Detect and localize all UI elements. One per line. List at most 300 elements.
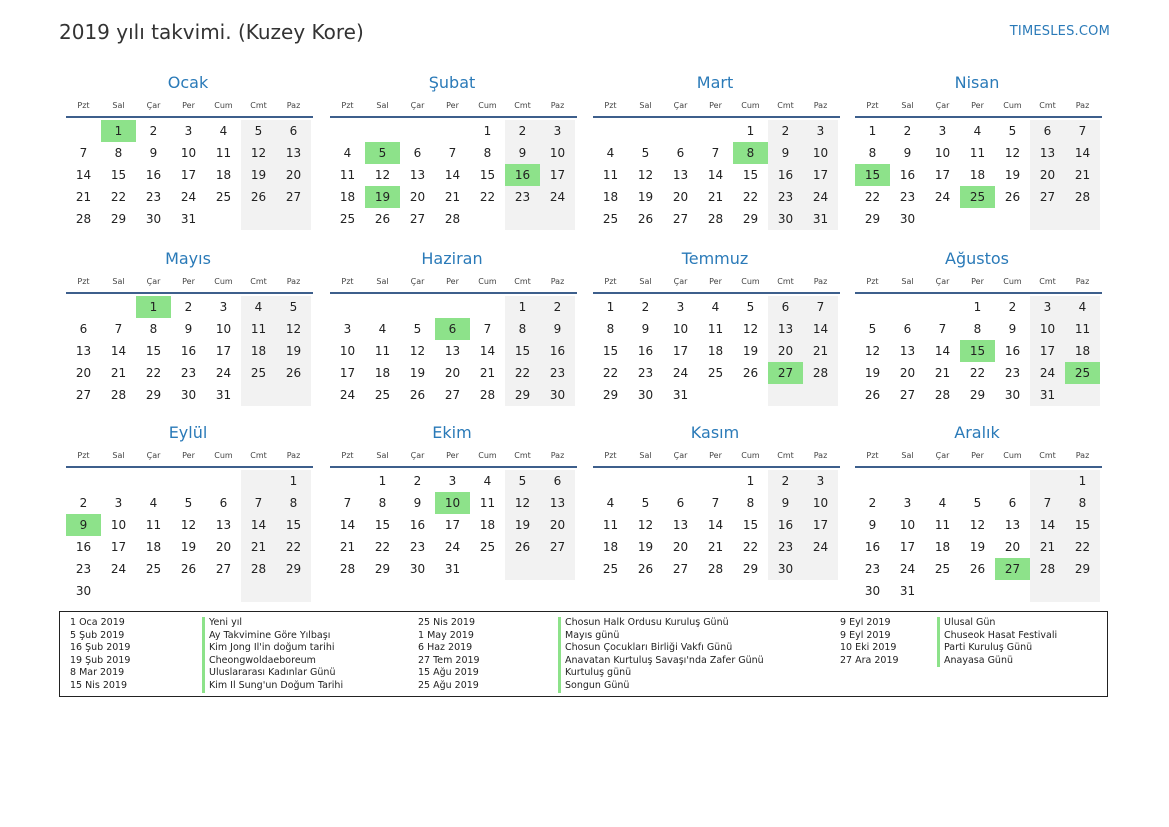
weekday-label: Per bbox=[446, 101, 459, 110]
weekday-label: Cmt bbox=[777, 277, 794, 286]
holiday-dates-col-1 bbox=[70, 617, 130, 693]
weekday-label: Pzt bbox=[866, 101, 879, 110]
day-cell: 5 bbox=[276, 296, 311, 318]
weekday-label: Paz bbox=[813, 277, 828, 286]
day-cell: 6 bbox=[413, 146, 422, 160]
holiday-date: 27 Tem 2019 bbox=[418, 654, 480, 666]
holiday-name: Chosun Çocukları Birliği Vakfı Günü bbox=[565, 642, 733, 654]
day-cell: 7 bbox=[938, 322, 947, 336]
weekday-label: Çar bbox=[410, 101, 425, 110]
weekday-label: Sal bbox=[901, 451, 914, 460]
day-cell: 9 bbox=[413, 496, 422, 510]
weekday-label: Paz bbox=[1075, 277, 1090, 286]
weekday-label: Cum bbox=[214, 101, 233, 110]
holiday-name: Chuseok Hasat Festivali bbox=[944, 629, 1058, 641]
day-cell: 20 bbox=[672, 190, 689, 204]
day-cell: 12 bbox=[409, 344, 426, 358]
weekday-label: Pzt bbox=[341, 101, 354, 110]
day-cell: 13 bbox=[899, 344, 916, 358]
day-cell: 29 bbox=[742, 212, 759, 226]
day-cell: 1 bbox=[276, 470, 311, 492]
weekday-label: Cmt bbox=[514, 451, 531, 460]
empty-cell bbox=[768, 384, 803, 406]
empty-cell bbox=[330, 120, 365, 142]
day-cell: 4 bbox=[973, 124, 982, 138]
day-cell: 5 bbox=[365, 142, 400, 164]
holiday-name: Songun Günü bbox=[565, 679, 630, 691]
day-cell: 7 bbox=[79, 146, 88, 160]
month-name: Aralık bbox=[954, 423, 1000, 442]
day-cell: 18 bbox=[145, 540, 162, 554]
holiday-list bbox=[59, 611, 1108, 697]
day-cell: 22 bbox=[110, 190, 127, 204]
day-cell: 2 bbox=[1008, 300, 1017, 314]
empty-cell bbox=[960, 470, 995, 492]
weekday-label: Cmt bbox=[250, 101, 267, 110]
day-cell: 26 bbox=[1004, 190, 1021, 204]
day-cell: 19 bbox=[409, 366, 426, 380]
day-cell: 10 bbox=[339, 344, 356, 358]
empty-cell bbox=[803, 558, 838, 580]
day-cell: 10 bbox=[934, 146, 951, 160]
weekday-label: Per bbox=[709, 277, 722, 286]
day-cell: 10 bbox=[672, 322, 689, 336]
holiday-name: Chosun Halk Ordusu Kuruluş Günü bbox=[565, 617, 729, 628]
day-cell: 18 bbox=[215, 168, 232, 182]
empty-cell bbox=[470, 208, 505, 230]
weekday-label: Paz bbox=[550, 101, 565, 110]
month-5 bbox=[66, 248, 313, 406]
weekday-label: Cum bbox=[214, 451, 233, 460]
day-cell: 13 bbox=[215, 518, 232, 532]
day-cell: 5 bbox=[505, 470, 540, 492]
day-grid bbox=[66, 296, 313, 406]
day-cell: 29 bbox=[276, 558, 311, 580]
day-cell: 29 bbox=[505, 384, 540, 406]
day-cell: 14 bbox=[479, 344, 496, 358]
weekday-label: Sal bbox=[901, 101, 914, 110]
day-cell: 1 bbox=[1065, 470, 1100, 492]
day-cell: 17 bbox=[180, 168, 197, 182]
empty-cell bbox=[960, 208, 995, 230]
day-cell: 10 bbox=[803, 142, 838, 164]
day-grid bbox=[66, 470, 313, 602]
day-cell: 8 bbox=[505, 318, 540, 340]
weekday-header bbox=[330, 274, 577, 294]
day-cell: 7 bbox=[343, 496, 352, 510]
empty-cell bbox=[435, 296, 470, 318]
day-cell: 20 bbox=[1030, 164, 1065, 186]
day-cell: 3 bbox=[219, 300, 228, 314]
day-cell: 3 bbox=[114, 496, 123, 510]
day-cell: 20 bbox=[1004, 540, 1021, 554]
empty-cell bbox=[470, 296, 505, 318]
day-cell: 7 bbox=[1030, 492, 1065, 514]
day-cell: 12 bbox=[1004, 146, 1021, 160]
holiday-dates-col-3 bbox=[840, 617, 899, 667]
holiday-name: Kim Il Sung'un Doğum Tarihi bbox=[209, 679, 344, 691]
day-cell: 23 bbox=[637, 366, 654, 380]
day-cell: 31 bbox=[899, 584, 916, 598]
day-cell: 28 bbox=[444, 212, 461, 226]
day-cell: 20 bbox=[444, 366, 461, 380]
day-cell: 28 bbox=[75, 212, 92, 226]
day-cell: 28 bbox=[934, 388, 951, 402]
empty-cell bbox=[995, 208, 1030, 230]
day-cell: 2 bbox=[903, 124, 912, 138]
day-cell: 16 bbox=[864, 540, 881, 554]
empty-cell bbox=[1065, 208, 1100, 230]
day-cell: 16 bbox=[637, 344, 654, 358]
day-cell: 21 bbox=[75, 190, 92, 204]
day-cell: 11 bbox=[479, 496, 496, 510]
day-cell: 28 bbox=[803, 362, 838, 384]
day-cell: 27 bbox=[995, 558, 1030, 580]
day-cell: 13 bbox=[409, 168, 426, 182]
day-cell: 10 bbox=[899, 518, 916, 532]
empty-cell bbox=[101, 296, 136, 318]
weekday-label: Cmt bbox=[514, 101, 531, 110]
day-cell: 13 bbox=[672, 168, 689, 182]
holiday-date: 16 Şub 2019 bbox=[70, 642, 131, 654]
month-11 bbox=[593, 422, 840, 580]
day-cell: 6 bbox=[903, 322, 912, 336]
day-cell: 30 bbox=[899, 212, 916, 226]
day-cell: 27 bbox=[1030, 186, 1065, 208]
day-cell: 2 bbox=[413, 474, 422, 488]
weekday-header bbox=[855, 274, 1102, 294]
day-cell: 11 bbox=[339, 168, 356, 182]
weekday-label: Cmt bbox=[1039, 451, 1056, 460]
empty-cell bbox=[206, 208, 241, 230]
day-cell: 22 bbox=[602, 366, 619, 380]
holiday-name: Anayasa Günü bbox=[944, 654, 1014, 666]
empty-cell bbox=[276, 384, 311, 406]
day-cell: 23 bbox=[145, 190, 162, 204]
day-cell: 2 bbox=[79, 496, 88, 510]
weekday-label: Paz bbox=[813, 101, 828, 110]
day-cell: 29 bbox=[602, 388, 619, 402]
empty-cell bbox=[698, 120, 733, 142]
day-cell: 28 bbox=[241, 558, 276, 580]
day-cell: 11 bbox=[934, 518, 951, 532]
weekday-label: Per bbox=[446, 451, 459, 460]
empty-cell bbox=[925, 470, 960, 492]
day-cell: 19 bbox=[864, 366, 881, 380]
day-grid bbox=[330, 296, 577, 406]
day-cell: 22 bbox=[864, 190, 881, 204]
day-cell: 5 bbox=[1008, 124, 1017, 138]
holiday-name: Ulusal Gün bbox=[944, 617, 996, 628]
day-cell: 9 bbox=[505, 142, 540, 164]
day-cell: 22 bbox=[145, 366, 162, 380]
weekday-label: Sal bbox=[376, 451, 389, 460]
month-7 bbox=[593, 248, 840, 406]
month-8 bbox=[855, 248, 1102, 406]
weekday-label: Cmt bbox=[1039, 277, 1056, 286]
holiday-dates-col-2 bbox=[418, 617, 480, 693]
day-cell: 15 bbox=[602, 344, 619, 358]
day-cell: 24 bbox=[803, 186, 838, 208]
site-link[interactable]: TIMESLES.COM bbox=[1009, 24, 1110, 39]
day-cell: 5 bbox=[973, 496, 982, 510]
empty-cell bbox=[663, 120, 698, 142]
empty-cell bbox=[206, 580, 241, 602]
day-cell: 17 bbox=[899, 540, 916, 554]
empty-cell bbox=[855, 470, 890, 492]
day-cell: 24 bbox=[110, 562, 127, 576]
day-cell: 4 bbox=[219, 124, 228, 138]
day-cell: 21 bbox=[707, 190, 724, 204]
day-cell: 6 bbox=[1030, 120, 1065, 142]
holiday-date: 9 Eyl 2019 bbox=[840, 629, 891, 641]
day-cell: 8 bbox=[276, 492, 311, 514]
day-cell: 29 bbox=[145, 388, 162, 402]
day-cell: 5 bbox=[641, 146, 650, 160]
day-cell: 13 bbox=[1004, 518, 1021, 532]
day-cell: 24 bbox=[540, 186, 575, 208]
day-cell: 20 bbox=[75, 366, 92, 380]
day-cell: 11 bbox=[602, 518, 619, 532]
weekday-label: Pzt bbox=[77, 101, 90, 110]
weekday-label: Pzt bbox=[341, 277, 354, 286]
day-cell: 18 bbox=[1065, 340, 1100, 362]
day-cell: 29 bbox=[742, 562, 759, 576]
day-cell: 9 bbox=[768, 492, 803, 514]
weekday-label: Sal bbox=[639, 101, 652, 110]
holiday-names-col-1 bbox=[202, 617, 343, 693]
day-cell: 13 bbox=[75, 344, 92, 358]
day-cell: 21 bbox=[803, 340, 838, 362]
weekday-label: Pzt bbox=[77, 277, 90, 286]
day-cell: 3 bbox=[903, 496, 912, 510]
empty-cell bbox=[505, 208, 540, 230]
day-cell: 4 bbox=[483, 474, 492, 488]
month-10 bbox=[330, 422, 577, 580]
day-cell: 2 bbox=[868, 496, 877, 510]
day-cell: 28 bbox=[1030, 558, 1065, 580]
day-cell: 27 bbox=[540, 536, 575, 558]
weekday-label: Cum bbox=[478, 451, 497, 460]
day-cell: 21 bbox=[479, 366, 496, 380]
day-cell: 27 bbox=[768, 362, 803, 384]
day-cell: 16 bbox=[899, 168, 916, 182]
day-cell: 10 bbox=[180, 146, 197, 160]
day-cell: 10 bbox=[540, 142, 575, 164]
holiday-names-col-3 bbox=[937, 617, 1057, 667]
day-cell: 6 bbox=[1008, 496, 1017, 510]
day-cell: 7 bbox=[448, 146, 457, 160]
day-cell: 30 bbox=[768, 558, 803, 580]
day-cell: 7 bbox=[711, 146, 720, 160]
weekday-label: Çar bbox=[673, 277, 688, 286]
weekday-label: Sal bbox=[112, 101, 125, 110]
day-cell: 21 bbox=[1030, 536, 1065, 558]
day-grid bbox=[855, 470, 1102, 602]
day-cell: 21 bbox=[110, 366, 127, 380]
holiday-date: 25 Ağu 2019 bbox=[418, 679, 479, 691]
day-cell: 25 bbox=[241, 362, 276, 384]
day-cell: 3 bbox=[1030, 296, 1065, 318]
weekday-header bbox=[593, 274, 840, 294]
day-cell: 24 bbox=[672, 366, 689, 380]
empty-cell bbox=[66, 120, 101, 142]
empty-cell bbox=[663, 470, 698, 492]
month-name: Mayıs bbox=[165, 249, 211, 268]
weekday-label: Pzt bbox=[604, 451, 617, 460]
day-cell: 16 bbox=[768, 164, 803, 186]
day-cell: 27 bbox=[409, 212, 426, 226]
day-cell: 17 bbox=[803, 164, 838, 186]
day-cell: 11 bbox=[969, 146, 986, 160]
holiday-date: 10 Eki 2019 bbox=[840, 642, 897, 654]
holiday-date: 25 Nis 2019 bbox=[418, 617, 475, 628]
day-cell: 19 bbox=[1004, 168, 1021, 182]
day-cell: 15 bbox=[276, 514, 311, 536]
day-cell: 27 bbox=[672, 562, 689, 576]
weekday-label: Per bbox=[971, 101, 984, 110]
weekday-label: Sal bbox=[112, 451, 125, 460]
holiday-date: 27 Ara 2019 bbox=[840, 654, 899, 666]
day-cell: 22 bbox=[479, 190, 496, 204]
empty-cell bbox=[330, 470, 365, 492]
day-cell: 14 bbox=[339, 518, 356, 532]
day-cell: 9 bbox=[641, 322, 650, 336]
empty-cell bbox=[171, 470, 206, 492]
day-cell: 31 bbox=[1030, 384, 1065, 406]
day-cell: 15 bbox=[960, 340, 995, 362]
day-cell: 25 bbox=[339, 212, 356, 226]
day-cell: 22 bbox=[1065, 536, 1100, 558]
day-cell: 25 bbox=[602, 212, 619, 226]
day-cell: 4 bbox=[241, 296, 276, 318]
holiday-date: 19 Şub 2019 bbox=[70, 654, 131, 666]
day-cell: 3 bbox=[184, 124, 193, 138]
day-cell: 18 bbox=[707, 344, 724, 358]
day-cell: 9 bbox=[868, 518, 877, 532]
day-cell: 6 bbox=[435, 318, 470, 340]
weekday-header bbox=[593, 448, 840, 468]
day-cell: 4 bbox=[711, 300, 720, 314]
day-cell: 24 bbox=[339, 388, 356, 402]
day-cell: 4 bbox=[343, 146, 352, 160]
holiday-date: 1 May 2019 bbox=[418, 629, 474, 641]
day-cell: 23 bbox=[540, 362, 575, 384]
day-cell: 1 bbox=[378, 474, 387, 488]
day-grid bbox=[593, 120, 840, 230]
month-name: Ağustos bbox=[945, 249, 1009, 268]
day-cell: 6 bbox=[676, 146, 685, 160]
day-cell: 19 bbox=[180, 540, 197, 554]
day-cell: 2 bbox=[768, 470, 803, 492]
day-cell: 9 bbox=[66, 514, 101, 536]
day-cell: 12 bbox=[637, 168, 654, 182]
day-cell: 23 bbox=[899, 190, 916, 204]
holiday-name: Anavatan Kurtuluş Savaşı'nda Zafer Günü bbox=[565, 654, 764, 666]
day-cell: 14 bbox=[241, 514, 276, 536]
weekday-label: Cum bbox=[741, 451, 760, 460]
day-cell: 7 bbox=[114, 322, 123, 336]
empty-cell bbox=[241, 470, 276, 492]
day-cell: 1 bbox=[136, 296, 171, 318]
day-cell: 30 bbox=[864, 584, 881, 598]
day-cell: 13 bbox=[276, 142, 311, 164]
holiday-name: Yeni yıl bbox=[209, 617, 242, 628]
weekday-label: Per bbox=[971, 451, 984, 460]
month-3 bbox=[593, 72, 840, 230]
day-cell: 27 bbox=[672, 212, 689, 226]
empty-cell bbox=[540, 208, 575, 230]
empty-cell bbox=[593, 470, 628, 492]
day-cell: 10 bbox=[435, 492, 470, 514]
day-cell: 17 bbox=[934, 168, 951, 182]
day-cell: 12 bbox=[180, 518, 197, 532]
day-cell: 12 bbox=[505, 492, 540, 514]
day-cell: 28 bbox=[110, 388, 127, 402]
day-cell: 17 bbox=[1030, 340, 1065, 362]
day-cell: 24 bbox=[803, 536, 838, 558]
day-cell: 30 bbox=[75, 584, 92, 598]
day-grid bbox=[66, 120, 313, 230]
weekday-label: Sal bbox=[639, 451, 652, 460]
day-cell: 10 bbox=[1030, 318, 1065, 340]
day-cell: 31 bbox=[444, 562, 461, 576]
day-cell: 25 bbox=[145, 562, 162, 576]
weekday-label: Sal bbox=[376, 101, 389, 110]
weekday-label: Per bbox=[709, 101, 722, 110]
day-cell: 12 bbox=[241, 142, 276, 164]
day-cell: 1 bbox=[973, 300, 982, 314]
day-cell: 21 bbox=[339, 540, 356, 554]
day-cell: 15 bbox=[1065, 514, 1100, 536]
day-cell: 18 bbox=[339, 190, 356, 204]
day-cell: 9 bbox=[184, 322, 193, 336]
day-cell: 26 bbox=[505, 536, 540, 558]
day-cell: 17 bbox=[540, 164, 575, 186]
empty-cell bbox=[470, 558, 505, 580]
day-cell: 7 bbox=[1065, 120, 1100, 142]
weekday-label: Cmt bbox=[777, 101, 794, 110]
day-cell: 1 bbox=[746, 124, 755, 138]
page-title: 2019 yılı takvimi. (Kuzey Kore) bbox=[59, 20, 364, 44]
empty-cell bbox=[136, 580, 171, 602]
holiday-date: 1 Oca 2019 bbox=[70, 617, 125, 628]
day-cell: 19 bbox=[742, 344, 759, 358]
day-cell: 26 bbox=[409, 388, 426, 402]
weekday-label: Per bbox=[182, 451, 195, 460]
weekday-label: Çar bbox=[146, 277, 161, 286]
day-cell: 15 bbox=[145, 344, 162, 358]
weekday-label: Sal bbox=[639, 277, 652, 286]
day-cell: 4 bbox=[606, 146, 615, 160]
holiday-names-col-2 bbox=[558, 617, 764, 693]
day-cell: 25 bbox=[479, 540, 496, 554]
day-cell: 25 bbox=[215, 190, 232, 204]
day-cell: 12 bbox=[276, 318, 311, 340]
empty-cell bbox=[925, 296, 960, 318]
weekday-header bbox=[855, 448, 1102, 468]
weekday-label: Çar bbox=[410, 277, 425, 286]
day-cell: 22 bbox=[742, 190, 759, 204]
day-cell: 13 bbox=[768, 318, 803, 340]
month-name: Temmuz bbox=[681, 249, 749, 268]
empty-cell bbox=[925, 208, 960, 230]
day-cell: 8 bbox=[868, 146, 877, 160]
empty-cell bbox=[505, 558, 540, 580]
day-cell: 26 bbox=[969, 562, 986, 576]
day-cell: 3 bbox=[803, 120, 838, 142]
day-cell: 20 bbox=[899, 366, 916, 380]
